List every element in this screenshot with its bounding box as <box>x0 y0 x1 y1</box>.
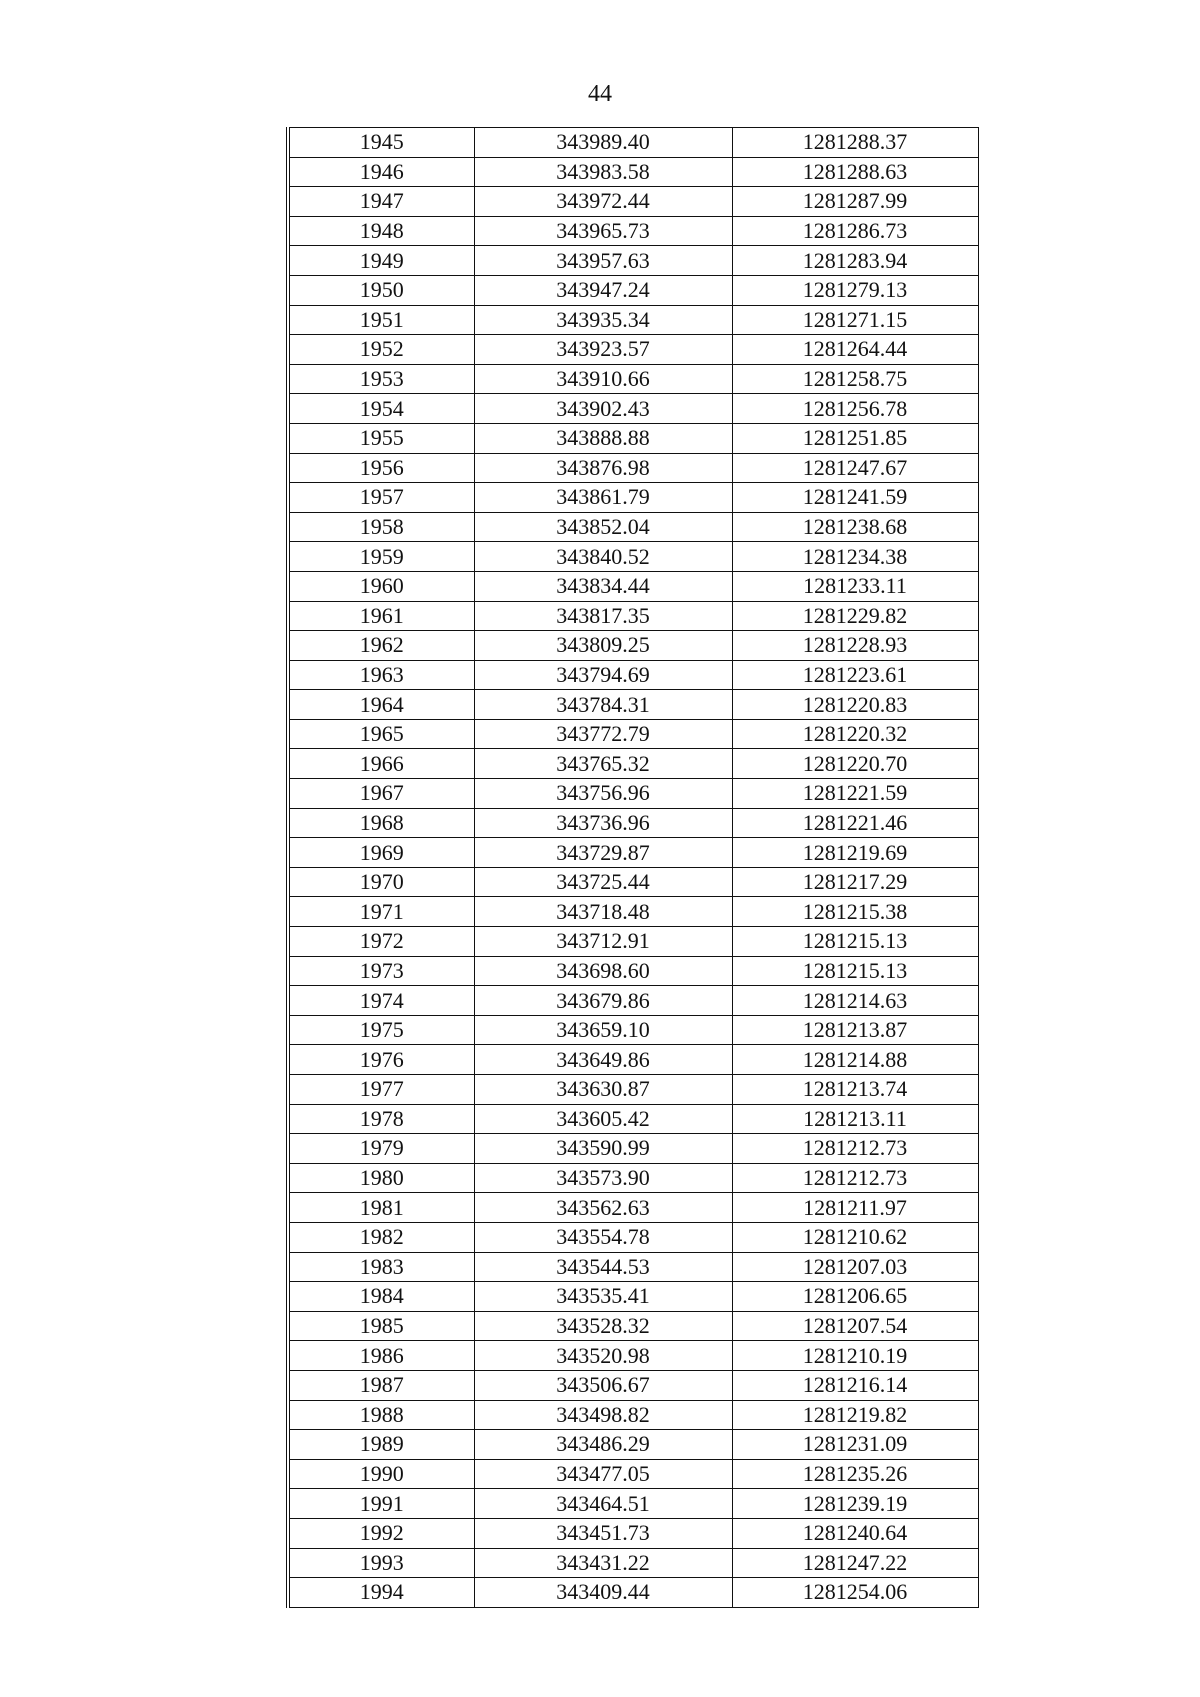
x-coordinate-cell: 343718.48 <box>474 897 732 927</box>
y-coordinate-cell: 1281271.15 <box>732 305 978 335</box>
table-row <box>288 423 978 453</box>
y-coordinate-cell: 1281288.63 <box>732 157 978 187</box>
table-row <box>288 1252 978 1282</box>
y-coordinate-cell: 1281219.69 <box>732 838 978 868</box>
y-coordinate-cell: 1281216.14 <box>732 1370 978 1400</box>
point-id-cell: 1987 <box>288 1370 474 1400</box>
point-id-cell: 1958 <box>288 512 474 542</box>
y-coordinate-cell: 1281287.99 <box>732 187 978 217</box>
x-coordinate-cell: 343520.98 <box>474 1341 732 1371</box>
point-id-cell: 1947 <box>288 187 474 217</box>
x-coordinate-cell: 343451.73 <box>474 1518 732 1548</box>
x-coordinate-cell: 343562.63 <box>474 1193 732 1223</box>
point-id-cell: 1960 <box>288 571 474 601</box>
x-coordinate-cell: 343649.86 <box>474 1045 732 1075</box>
x-coordinate-cell: 343935.34 <box>474 305 732 335</box>
x-coordinate-cell: 343486.29 <box>474 1430 732 1460</box>
point-id-cell: 1964 <box>288 690 474 720</box>
point-id-cell: 1982 <box>288 1222 474 1252</box>
x-coordinate-cell: 343765.32 <box>474 749 732 779</box>
x-coordinate-cell: 343544.53 <box>474 1252 732 1282</box>
table-row <box>288 1578 978 1608</box>
y-coordinate-cell: 1281247.22 <box>732 1548 978 1578</box>
table-row <box>288 927 978 957</box>
table-row <box>288 512 978 542</box>
page-number: 44 <box>588 81 612 107</box>
point-id-cell: 1968 <box>288 808 474 838</box>
table-row <box>288 719 978 749</box>
x-coordinate-cell: 343590.99 <box>474 1134 732 1164</box>
y-coordinate-cell: 1281254.06 <box>732 1578 978 1608</box>
point-id-cell: 1994 <box>288 1578 474 1608</box>
y-coordinate-cell: 1281211.97 <box>732 1193 978 1223</box>
y-coordinate-cell: 1281238.68 <box>732 512 978 542</box>
x-coordinate-cell: 343876.98 <box>474 453 732 483</box>
y-coordinate-cell: 1281264.44 <box>732 335 978 365</box>
y-coordinate-cell: 1281233.11 <box>732 571 978 601</box>
x-coordinate-cell: 343431.22 <box>474 1548 732 1578</box>
x-coordinate-cell: 343772.79 <box>474 719 732 749</box>
table-row <box>288 364 978 394</box>
point-id-cell: 1975 <box>288 1015 474 1045</box>
table-row <box>288 1341 978 1371</box>
y-coordinate-cell: 1281288.37 <box>732 128 978 158</box>
y-coordinate-cell: 1281231.09 <box>732 1430 978 1460</box>
x-coordinate-cell: 343817.35 <box>474 601 732 631</box>
table-row <box>288 808 978 838</box>
point-id-cell: 1952 <box>288 335 474 365</box>
y-coordinate-cell: 1281210.19 <box>732 1341 978 1371</box>
y-coordinate-cell: 1281220.70 <box>732 749 978 779</box>
y-coordinate-cell: 1281279.13 <box>732 275 978 305</box>
table-row <box>288 246 978 276</box>
y-coordinate-cell: 1281213.87 <box>732 1015 978 1045</box>
y-coordinate-cell: 1281220.83 <box>732 690 978 720</box>
point-id-cell: 1978 <box>288 1104 474 1134</box>
y-coordinate-cell: 1281213.74 <box>732 1075 978 1105</box>
y-coordinate-cell: 1281251.85 <box>732 423 978 453</box>
point-id-cell: 1959 <box>288 542 474 572</box>
table-row <box>288 1134 978 1164</box>
point-id-cell: 1950 <box>288 275 474 305</box>
coordinates-table <box>286 127 979 1608</box>
table-row <box>288 867 978 897</box>
x-coordinate-cell: 343809.25 <box>474 631 732 661</box>
point-id-cell: 1984 <box>288 1282 474 1312</box>
x-coordinate-cell: 343605.42 <box>474 1104 732 1134</box>
table-row <box>288 542 978 572</box>
table-row <box>288 275 978 305</box>
point-id-cell: 1970 <box>288 867 474 897</box>
x-coordinate-cell: 343989.40 <box>474 128 732 158</box>
point-id-cell: 1951 <box>288 305 474 335</box>
x-coordinate-cell: 343498.82 <box>474 1400 732 1430</box>
x-coordinate-cell: 343477.05 <box>474 1459 732 1489</box>
table-row <box>288 453 978 483</box>
point-id-cell: 1992 <box>288 1518 474 1548</box>
table-row <box>288 1282 978 1312</box>
point-id-cell: 1973 <box>288 956 474 986</box>
x-coordinate-cell: 343834.44 <box>474 571 732 601</box>
point-id-cell: 1971 <box>288 897 474 927</box>
table-row <box>288 1193 978 1223</box>
point-id-cell: 1980 <box>288 1163 474 1193</box>
point-id-cell: 1967 <box>288 779 474 809</box>
point-id-cell: 1957 <box>288 483 474 513</box>
point-id-cell: 1985 <box>288 1311 474 1341</box>
table-row <box>288 986 978 1016</box>
x-coordinate-cell: 343659.10 <box>474 1015 732 1045</box>
point-id-cell: 1981 <box>288 1193 474 1223</box>
point-id-cell: 1955 <box>288 423 474 453</box>
point-id-cell: 1966 <box>288 749 474 779</box>
y-coordinate-cell: 1281228.93 <box>732 631 978 661</box>
y-coordinate-cell: 1281207.03 <box>732 1252 978 1282</box>
y-coordinate-cell: 1281215.13 <box>732 927 978 957</box>
table-row <box>288 660 978 690</box>
y-coordinate-cell: 1281229.82 <box>732 601 978 631</box>
x-coordinate-cell: 343736.96 <box>474 808 732 838</box>
x-coordinate-cell: 343947.24 <box>474 275 732 305</box>
table-row <box>288 838 978 868</box>
table-row <box>288 1430 978 1460</box>
y-coordinate-cell: 1281219.82 <box>732 1400 978 1430</box>
x-coordinate-cell: 343902.43 <box>474 394 732 424</box>
y-coordinate-cell: 1281258.75 <box>732 364 978 394</box>
y-coordinate-cell: 1281210.62 <box>732 1222 978 1252</box>
table-row <box>288 571 978 601</box>
y-coordinate-cell: 1281206.65 <box>732 1282 978 1312</box>
y-coordinate-cell: 1281214.63 <box>732 986 978 1016</box>
x-coordinate-cell: 343784.31 <box>474 690 732 720</box>
table-row <box>288 216 978 246</box>
x-coordinate-cell: 343573.90 <box>474 1163 732 1193</box>
point-id-cell: 1946 <box>288 157 474 187</box>
table-row <box>288 305 978 335</box>
x-coordinate-cell: 343861.79 <box>474 483 732 513</box>
table-row <box>288 601 978 631</box>
x-coordinate-cell: 343852.04 <box>474 512 732 542</box>
x-coordinate-cell: 343840.52 <box>474 542 732 572</box>
point-id-cell: 1983 <box>288 1252 474 1282</box>
y-coordinate-cell: 1281213.11 <box>732 1104 978 1134</box>
table-row <box>288 1045 978 1075</box>
y-coordinate-cell: 1281207.54 <box>732 1311 978 1341</box>
x-coordinate-cell: 343910.66 <box>474 364 732 394</box>
table-row <box>288 1400 978 1430</box>
point-id-cell: 1990 <box>288 1459 474 1489</box>
table-row <box>288 1075 978 1105</box>
point-id-cell: 1954 <box>288 394 474 424</box>
y-coordinate-cell: 1281283.94 <box>732 246 978 276</box>
table-row <box>288 956 978 986</box>
coordinates-table-body <box>288 128 978 1608</box>
y-coordinate-cell: 1281235.26 <box>732 1459 978 1489</box>
y-coordinate-cell: 1281212.73 <box>732 1134 978 1164</box>
point-id-cell: 1976 <box>288 1045 474 1075</box>
table-row <box>288 690 978 720</box>
x-coordinate-cell: 343698.60 <box>474 956 732 986</box>
point-id-cell: 1949 <box>288 246 474 276</box>
x-coordinate-cell: 343554.78 <box>474 1222 732 1252</box>
table-row <box>288 779 978 809</box>
point-id-cell: 1961 <box>288 601 474 631</box>
x-coordinate-cell: 343528.32 <box>474 1311 732 1341</box>
point-id-cell: 1993 <box>288 1548 474 1578</box>
y-coordinate-cell: 1281221.59 <box>732 779 978 809</box>
point-id-cell: 1988 <box>288 1400 474 1430</box>
table-row <box>288 1518 978 1548</box>
y-coordinate-cell: 1281223.61 <box>732 660 978 690</box>
point-id-cell: 1948 <box>288 216 474 246</box>
x-coordinate-cell: 343679.86 <box>474 986 732 1016</box>
y-coordinate-cell: 1281256.78 <box>732 394 978 424</box>
y-coordinate-cell: 1281247.67 <box>732 453 978 483</box>
x-coordinate-cell: 343630.87 <box>474 1075 732 1105</box>
x-coordinate-cell: 343965.73 <box>474 216 732 246</box>
y-coordinate-cell: 1281214.88 <box>732 1045 978 1075</box>
point-id-cell: 1986 <box>288 1341 474 1371</box>
x-coordinate-cell: 343888.88 <box>474 423 732 453</box>
y-coordinate-cell: 1281212.73 <box>732 1163 978 1193</box>
y-coordinate-cell: 1281241.59 <box>732 483 978 513</box>
table-row <box>288 335 978 365</box>
y-coordinate-cell: 1281220.32 <box>732 719 978 749</box>
table-row <box>288 1163 978 1193</box>
point-id-cell: 1991 <box>288 1489 474 1519</box>
y-coordinate-cell: 1281217.29 <box>732 867 978 897</box>
x-coordinate-cell: 343729.87 <box>474 838 732 868</box>
x-coordinate-cell: 343983.58 <box>474 157 732 187</box>
table-row <box>288 897 978 927</box>
point-id-cell: 1956 <box>288 453 474 483</box>
x-coordinate-cell: 343712.91 <box>474 927 732 957</box>
table-row <box>288 1489 978 1519</box>
y-coordinate-cell: 1281240.64 <box>732 1518 978 1548</box>
point-id-cell: 1989 <box>288 1430 474 1460</box>
y-coordinate-cell: 1281221.46 <box>732 808 978 838</box>
table-row <box>288 1015 978 1045</box>
table-row <box>288 631 978 661</box>
point-id-cell: 1963 <box>288 660 474 690</box>
x-coordinate-cell: 343725.44 <box>474 867 732 897</box>
table-row <box>288 483 978 513</box>
point-id-cell: 1953 <box>288 364 474 394</box>
point-id-cell: 1977 <box>288 1075 474 1105</box>
table-row <box>288 1548 978 1578</box>
x-coordinate-cell: 343506.67 <box>474 1370 732 1400</box>
y-coordinate-cell: 1281239.19 <box>732 1489 978 1519</box>
table-row <box>288 1311 978 1341</box>
x-coordinate-cell: 343535.41 <box>474 1282 732 1312</box>
point-id-cell: 1965 <box>288 719 474 749</box>
table-row <box>288 157 978 187</box>
point-id-cell: 1974 <box>288 986 474 1016</box>
table-row <box>288 1370 978 1400</box>
y-coordinate-cell: 1281234.38 <box>732 542 978 572</box>
table-row <box>288 394 978 424</box>
y-coordinate-cell: 1281215.13 <box>732 956 978 986</box>
x-coordinate-cell: 343409.44 <box>474 1578 732 1608</box>
y-coordinate-cell: 1281286.73 <box>732 216 978 246</box>
table-row <box>288 1459 978 1489</box>
table-row <box>288 1222 978 1252</box>
table-row <box>288 1104 978 1134</box>
point-id-cell: 1969 <box>288 838 474 868</box>
coordinates-table-container <box>286 127 976 1608</box>
x-coordinate-cell: 343923.57 <box>474 335 732 365</box>
table-row <box>288 187 978 217</box>
point-id-cell: 1979 <box>288 1134 474 1164</box>
y-coordinate-cell: 1281215.38 <box>732 897 978 927</box>
table-row <box>288 128 978 158</box>
point-id-cell: 1962 <box>288 631 474 661</box>
x-coordinate-cell: 343957.63 <box>474 246 732 276</box>
table-row <box>288 749 978 779</box>
x-coordinate-cell: 343756.96 <box>474 779 732 809</box>
x-coordinate-cell: 343464.51 <box>474 1489 732 1519</box>
x-coordinate-cell: 343972.44 <box>474 187 732 217</box>
x-coordinate-cell: 343794.69 <box>474 660 732 690</box>
point-id-cell: 1945 <box>288 128 474 158</box>
point-id-cell: 1972 <box>288 927 474 957</box>
